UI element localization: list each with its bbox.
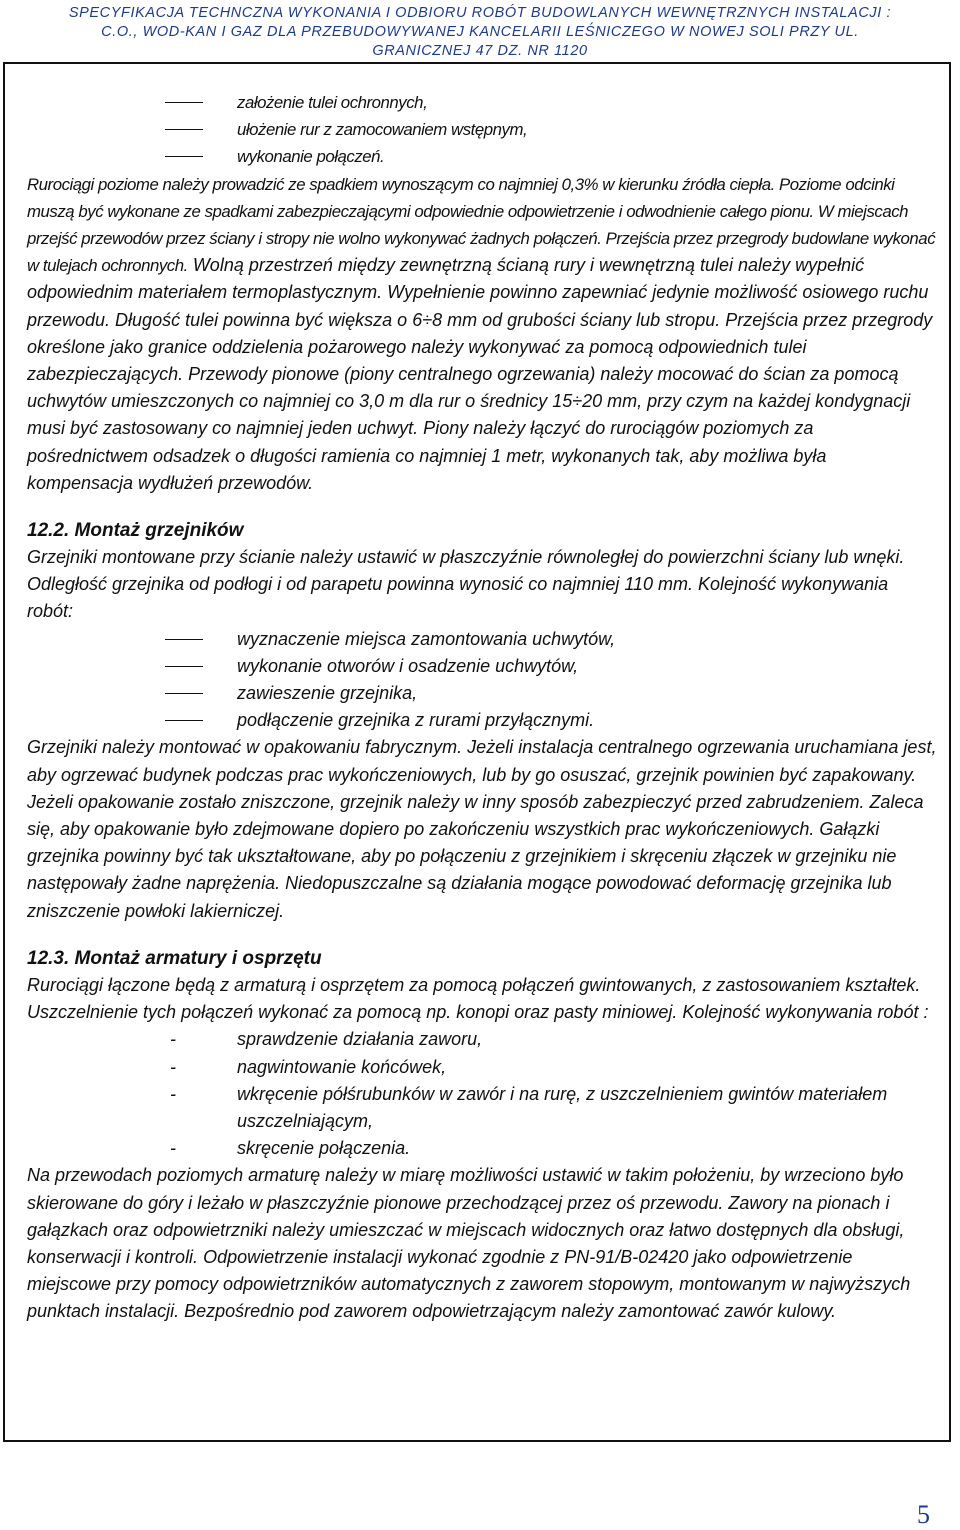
dash-marker [165, 156, 203, 157]
header-line-2: C.O., WOD-KAN I GAZ DLA PRZEBUDOWYWANEJ KANCELARII LEŚNICZEGO W NOWEJ SOLI PRZY UL. [101, 24, 859, 40]
paragraph-radiators-intro: Grzejniki montowane przy ścianie należy ustawić w płaszczyźnie równoległej do powierzchni ściany lub wnęki. Odległość grzejnika od podłogi i od parapetu powinna wynosić co najmniej 110 mm. Kolejność wykonywania robót: [27, 547, 905, 622]
list-item: podłączenie grzejnika z rurami przyłącznymi. [27, 707, 937, 734]
dash-marker [165, 639, 203, 640]
page-number: 5 [917, 1500, 930, 1529]
list-item: ułożenie rur z zamocowaniem wstępnym, [27, 116, 937, 143]
dash-marker [165, 129, 203, 130]
section-heading-12-2: 12.2. Montaż grzejników [27, 520, 244, 542]
list-item: - nagwintowanie końcówek, [27, 1054, 937, 1081]
document-body [27, 89, 937, 1326]
list-item: założenie tulei ochronnych, [27, 89, 937, 116]
paragraph-fittings-placement: Na przewodach poziomych armaturę należy w miarę możliwości ustawić w takim położeniu, by wrzeciono było skierowane do góry i leżało w płaszczyźnie pionowe przechodzącej przez oś przewodu. Zawory na pionach i gałązkach oraz odpowietrzniki należy umieszczać w miejscach widocznych oraz łatwo dostępnych dla obsługi, konserwacji i kontroli. Odpowietrzenie instalacji wykonać zgodnie z PN-91/B-02420 jako odpowietrzenie miejscowe przy pomocy odpowietrzników automatycznych z zaworem stopowym, montowanym w najwyższych punktach instalacji. Bezpośrednio pod zaworem odpowietrzającym należy zamontować zawór kulowy. [27, 1165, 911, 1322]
header-line-3: GRANICZNEJ 47 DZ. NR 1120 [372, 43, 588, 59]
paragraph-radiators-packaging: Grzejniki należy montować w opakowaniu fabrycznym. Jeżeli instalacja centralnego ogrzewania uruchamiana jest, aby ogrzewać budynek podczas prac wykończeniowych, lub by go osuszać, grzejnik powinien być zapakowany. Jeżeli opakowanie zostało zniszczone, grzejnik należy w inny sposób zabezpieczyć przed zabrudzeniem. Zaleca się, aby opakowanie było zdejmowane dopiero po zakończeniu wszystkich prac wykończeniowych. Gałązki grzejnika powinny być tak ukształtowane, aby po połączeniu z grzejnikiem i skręceniu złączek w grzejniku nie następowały żadne naprężenia. Niedopuszczalne są działania mogące powodować deformację grzejnika lub zniszczenie powłoki lakierniczej. [27, 737, 937, 921]
document-header [0, 4, 960, 61]
dash-marker [165, 102, 203, 103]
section-heading-12-3: 12.3. Montaż armatury i osprzętu [27, 947, 322, 969]
paragraph-pipes: Rurociągi poziome należy prowadzić ze spadkiem wynoszącym co najmniej 0,3% w kierunku źródła ciepła. Poziome odcinki muszą być wykonane ze spadkami zabezpieczającymi odpowiednie odpowietrzenie i odwodnienie całego pionu. W miejscach przejść przewodów przez ściany i stropy nie wolno wykonywać żadnych połączeń. Przejścia przez przegrody budowlane wykonać w tulejach ochronnych. Wolną przestrzeń między zewnętrzną ścianą rury i wewnętrzną tulei należy wypełnić odpowiednim materiałem termoplastycznym. Wypełnienie powinno zapewniać jedynie możliwość osiowego ruchu przewodu. Długość tulei powinna być większa o 6÷8 mm od grubości ściany lub stropu. Przejścia przez przegrody określone jako granice oddzielenia pożarowego należy wykonywać za pomocą odpowiednich tulei zabezpieczających. Przewody pionowe (piony centralnego ogrzewania) należy mocować do ścian za pomocą uchwytów umieszczonych co najmniej co 3,0 m dla rur o średnicy 15÷20 mm, przy czym na każdej kondygnacji musi być zastosowany co najmniej jeden uchwyt. Piony należy łączyć do rurociągów poziomych za pośrednictwem odsadzek o długości ramienia co najmniej 1 metr, wykonanych tak, aby możliwa była kompensacja wydłużeń przewodów. [27, 174, 936, 493]
hyphen-marker: - [170, 1056, 176, 1077]
hyphen-marker: - [170, 1083, 176, 1104]
dash-marker [165, 666, 203, 667]
list-item: wykonanie połączeń. [27, 143, 937, 170]
paragraph-fittings-intro: Rurociągi łączone będą z armaturą i osprzętem za pomocą połączeń gwintowanych, z zastosowaniem kształtek. Uszczelnienie tych połączeń wykonać za pomocą np. konopi oraz pasty miniowej. Kolejność wykonywania robót : [27, 974, 929, 1023]
list-item: zawieszenie grzejnika, [27, 680, 937, 707]
list-item: - skręcenie połączenia. [27, 1135, 937, 1162]
list-item: wykonanie otworów i osadzenie uchwytów, [27, 653, 937, 680]
hyphen-marker: - [170, 1029, 176, 1050]
list-item: - wkręcenie półśrubunków w zawór i na rurę, z uszczelnieniem gwintów materiałem uszczelniającym, [27, 1081, 937, 1135]
dash-marker [165, 693, 203, 694]
header-line-1: SPECYFIKACJA TECHNCZNA WYKONANIA I ODBIORU ROBÓT BUDOWLANYCH WEWNĘTRZNYCH INSTALACJI : [68, 5, 892, 21]
list-item: wyznaczenie miejsca zamontowania uchwytów, [27, 626, 937, 653]
hyphen-marker: - [170, 1138, 176, 1159]
list-item: - sprawdzenie działania zaworu, [27, 1026, 937, 1053]
dash-marker [165, 720, 203, 721]
